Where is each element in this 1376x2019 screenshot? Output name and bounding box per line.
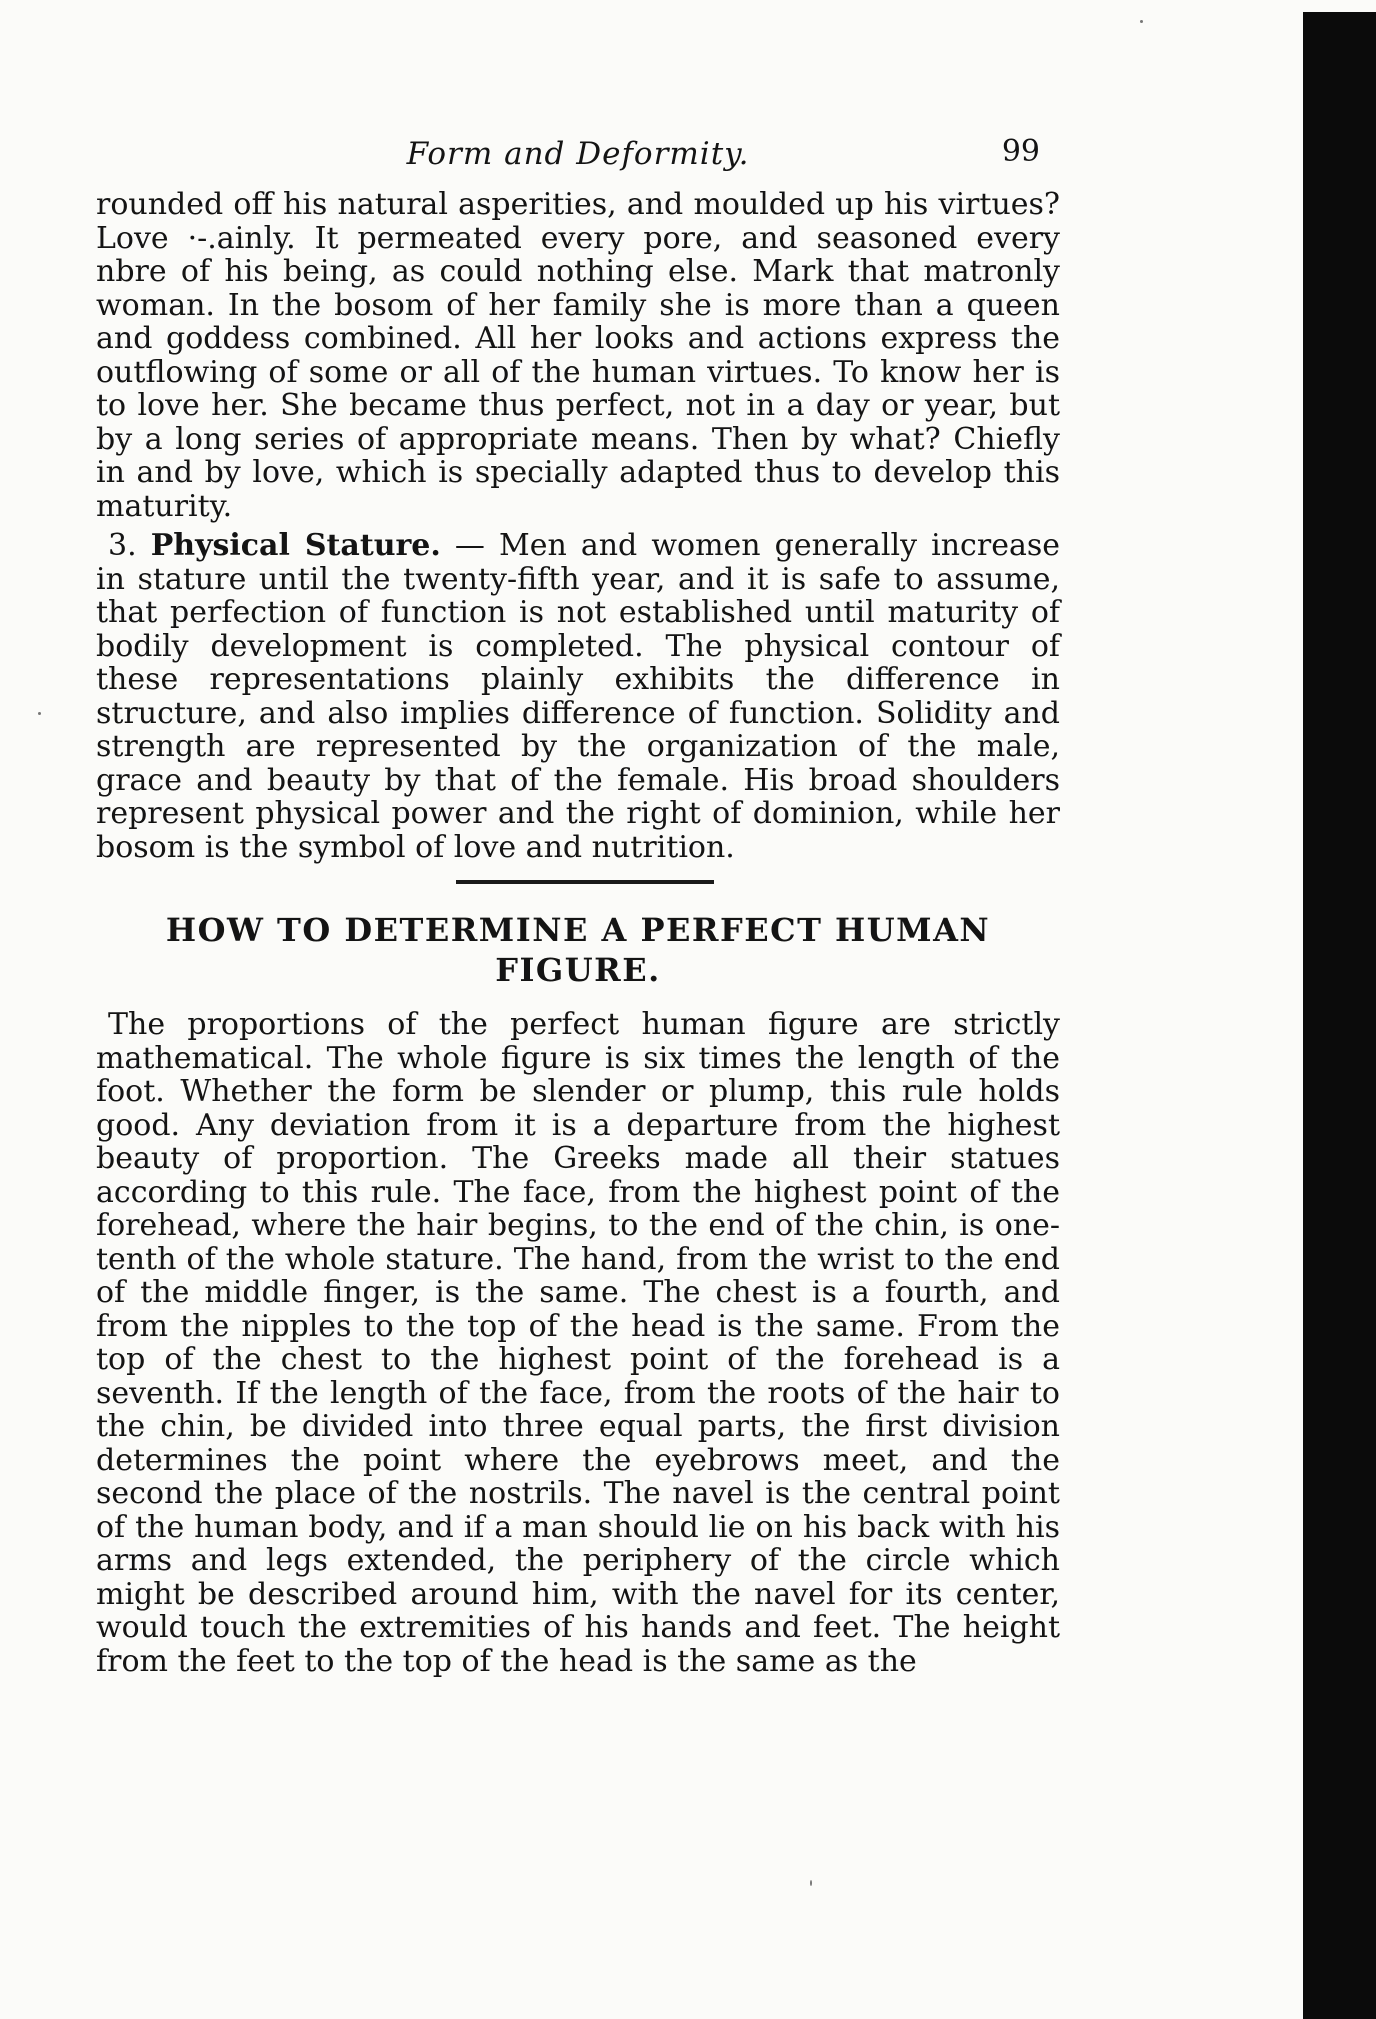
proportions-paragraph: The proportions of the perfect human figure are strictly mathematical. The whole figure is six times the length of the foot. Whether the form be slender or plump, this rule holds good. Any deviation from it is a departure from the highest beauty of proportion. The Greeks made all their statues according to this rule. The face, from the highest point of the forehead, where the hair begins, to the end of the chin, is one-tenth of the whole stature. The hand, from the wrist to the end of the middle finger, is the same. The chest is a fourth, and from the nipples to the top of the head is the same. From the top of the chest to the highest point of the forehead is a seventh. If the length of the face, from the roots of the hair to the chin, be divided into three equal parts, the first division determines the point where the eyebrows meet, and the second the place of the nostrils. The navel is the central point of the human body, and if a man should lie on his back with his arms and legs extended, the periphery of the circle which might be described around him, with the navel for its center, would touch the extremities of his hands and feet. The height from the feet to the top of the head is the same as the [96, 1007, 1060, 1679]
page-number: 99 [1001, 134, 1040, 169]
running-title: Form and Deformity. [406, 136, 750, 172]
section-divider [456, 880, 714, 884]
book-page [96, 128, 1060, 1678]
paper-speck [810, 1880, 812, 1886]
binding-shadow [1303, 12, 1376, 2019]
running-head [96, 128, 1060, 188]
section-heading-line: HOW TO DETERMINE A PERFECT HUMAN [165, 911, 991, 949]
page-body [96, 188, 1060, 864]
paper-speck [1140, 20, 1143, 23]
continuation-paragraph: rounded off his natural asperities, and moulded up his virtues? Love ·-.ainly. It permeated every pore, and seasoned every nbre of his being, as could nothing else. Mark that matronly woman. In the bosom of her family she is more than a queen and goddess combined. All her looks and actions express the outflowing of some or all of the human virtues. To know her is to love her. She became thus perfect, not in a day or year, but by a long series of appropriate means. Then by what? Chiefly in and by love, which is specially adapted thus to develop this maturity. [96, 187, 1060, 524]
paragraph-text: — Men and women generally increase in stature until the twenty-fifth year, and it is safe to assume, that perfection of function is not established until maturity of bodily development is completed. The physical contour of these representations plainly exhibits the difference in structure, and also implies difference of function. Solidity and strength are represented by the organization of the male, grace and beauty by that of the female. His broad shoulders represent physical power and the right of dominion, while her bosom is the symbol of love and nutrition. [96, 528, 1060, 865]
section-body [96, 1008, 1060, 1678]
section-heading [96, 910, 1060, 990]
physical-stature-paragraph [96, 529, 1060, 864]
section-heading-line: FIGURE. [495, 951, 661, 989]
run-in-heading: Physical Stature. [150, 528, 441, 563]
paper-speck [38, 712, 41, 715]
paragraph-number: 3. [108, 528, 137, 563]
